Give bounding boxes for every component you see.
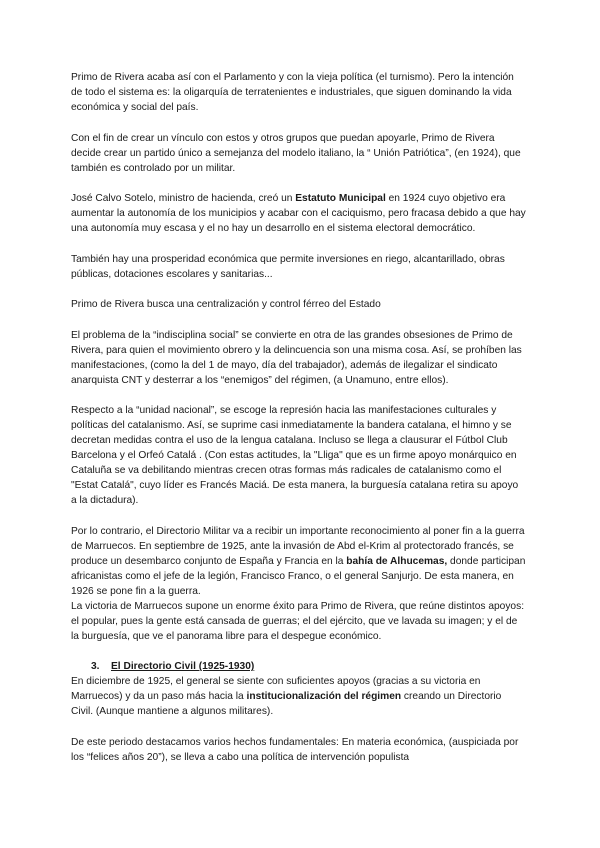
- paragraph-text: en 1924 cuyo objetivo era aumentar la autonomía de los municipios y acabar con el caciquismo, pero fracasa debido a que hay una autonomía muy escasa y el no hay un desarrollo en el sistema electoral democrático.: [71, 193, 526, 234]
- section-heading-directorio-civil: [71, 659, 526, 674]
- document-body: [71, 70, 526, 765]
- paragraph-text: José Calvo Sotelo, ministro de hacienda, creó un: [71, 193, 296, 204]
- paragraph-morocco-war: [71, 524, 526, 599]
- paragraph-economic-policy: De este periodo destacamos varios hechos fundamentales: En materia económica, (auspiciada por los “felices años 20”), se lleva a cabo una política de intervención populista: [71, 736, 519, 763]
- paragraph-union-patriotica: Con el fin de crear un vínculo con estos y otros grupos que puedan apoyarle, Primo de Rivera decide crear un partido único a semejanza del modelo italiano, la “ Unión Patriótica”, (en 1924), que también es controlado por un militar.: [71, 132, 521, 174]
- paragraph-estatuto-municipal: [71, 191, 526, 236]
- paragraph-text: En diciembre de 1925, el general se siente con suficientes apoyos (gracias a su victoria en Marruecos) y da un paso más hacia la: [71, 676, 481, 702]
- bold-term-bahia-alhucemas: bahía de Alhucemas,: [346, 555, 448, 567]
- paragraph-text: Por lo contrario, el Directorio Militar va a recibir un importante reconocimiento al poner fin a la guerra de Marruecos. En septiembre de 1925, ante la invasión de Abd el-Krim al protectorado francés, se produce un desembarco conjunto de España y Francia en la: [71, 525, 525, 567]
- section-title: El Directorio Civil (1925-1930): [111, 661, 255, 672]
- bold-term-estatuto-municipal: Estatuto Municipal: [295, 193, 386, 204]
- bold-term-institucionalizacion: institucionalización del régimen: [246, 691, 402, 702]
- paragraph-social-indiscipline: El problema de la “indisciplina social” se convierte en otra de las grandes obsesiones de Primo de Rivera, para quien el movimiento obrero y la delincuencia son una misma cosa. Así, se prohíben las manifestaciones, (como la del 1 de mayo, día del trabajador), además de ilegalizar el sindicato anarquista CNT y desterrar a los “enemigos” del régimen, (a Unamuno, entre ellos).: [71, 329, 522, 386]
- paragraph-centralization: Primo de Rivera busca una centralización y control férreo del Estado: [71, 299, 381, 310]
- paragraph-text: donde participan africanistas como el jefe de la legión, Francisco Franco, o el general Sanjurjo. De esta manera, en 1926 se pone fin a la guerra.: [71, 555, 526, 597]
- section-number: 3.: [91, 661, 100, 672]
- paragraph-text: creando un Directorio Civil. (Aunque mantiene a algunos militares).: [71, 691, 502, 717]
- paragraph-prosperity: También hay una prosperidad económica que permite inversiones en riego, alcantarillado, obras públicas, dotaciones escolares y sanitarias...: [71, 253, 505, 280]
- paragraph-parliament: Primo de Rivera acaba así con el Parlamento y con la vieja política (el turnismo). Pero la intención de todo el sistema es: la oligarquía de terratenientes e industriales, que siguen dominando la vida económica y social del país.: [71, 72, 514, 113]
- paragraph-civil-directorate: [71, 674, 526, 719]
- paragraph-morocco-victory: La victoria de Marruecos supone un enorme éxito para Primo de Rivera, que reúne distintos apoyos: el popular, pues la gente está cansada de guerras; el del ejército, que ve lavada su imagen; y el de la burguesía, que ve el panorama libre para el despegue económico.: [71, 600, 525, 642]
- paragraph-national-unity: Respecto a la “unidad nacional”, se escoge la represión hacia las manifestaciones culturales y políticas del catalanismo. Así, se suprime casi inmediatamente la bandera catalana, el himno y se decretan medidas contra el uso de la lengua catalana. Incluso se llega a clausurar el Fútbol Club Barcelona y el Orfeó Catalá . (Con estas actitudes, la "Lliga" que es un firme apoyo monárquico en Cataluña se va debilitando mientras crecen otras formas más radicales de catalanismo como el "Estat Catalá", cuyo líder es Francés Maciá. De esta manera, la burguesía catalana retira su apoyo a la dictadura).: [71, 405, 519, 506]
